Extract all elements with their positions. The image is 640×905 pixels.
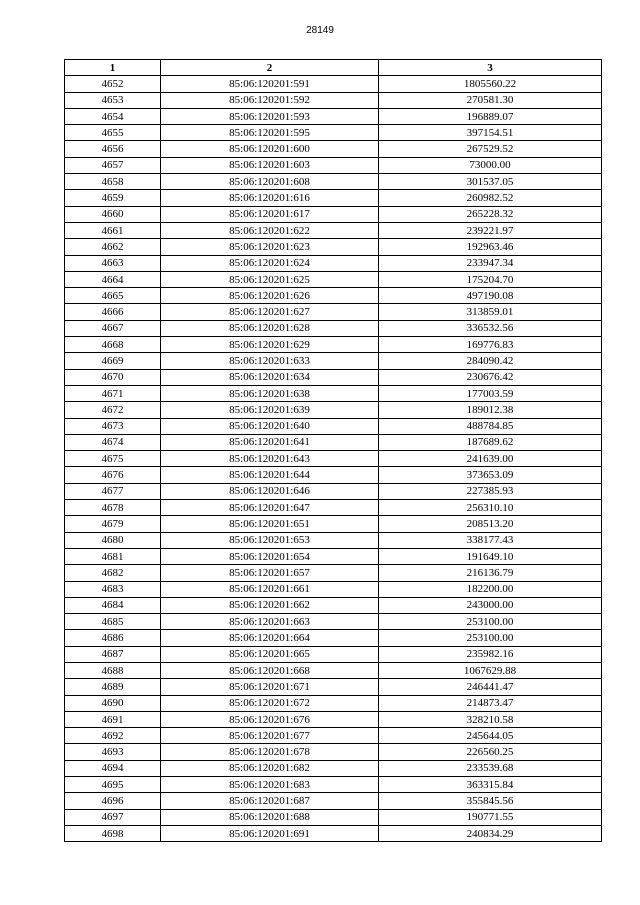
table-row bbox=[65, 711, 602, 727]
cadastral-number-cell: 85:06:120201:608 bbox=[161, 174, 379, 190]
cadastral-number-cell: 85:06:120201:663 bbox=[161, 614, 379, 630]
table-row bbox=[65, 141, 602, 157]
row-number-cell: 4698 bbox=[65, 825, 161, 841]
table-row bbox=[65, 190, 602, 206]
row-number-cell: 4653 bbox=[65, 92, 161, 108]
cadastral-number-cell: 85:06:120201:592 bbox=[161, 92, 379, 108]
cadastral-number-cell: 85:06:120201:683 bbox=[161, 777, 379, 793]
value-cell: 227385.93 bbox=[379, 483, 602, 499]
row-number-cell: 4671 bbox=[65, 385, 161, 401]
value-cell: 240834.29 bbox=[379, 825, 602, 841]
cadastral-number-cell: 85:06:120201:687 bbox=[161, 793, 379, 809]
table-row bbox=[65, 565, 602, 581]
cadastral-number-cell: 85:06:120201:629 bbox=[161, 337, 379, 353]
value-cell: 328210.58 bbox=[379, 711, 602, 727]
row-number-cell: 4654 bbox=[65, 108, 161, 124]
cadastral-number-cell: 85:06:120201:665 bbox=[161, 646, 379, 662]
value-cell: 253100.00 bbox=[379, 614, 602, 630]
value-cell: 355845.56 bbox=[379, 793, 602, 809]
row-number-cell: 4676 bbox=[65, 467, 161, 483]
row-number-cell: 4660 bbox=[65, 206, 161, 222]
value-cell: 270581.30 bbox=[379, 92, 602, 108]
table-row bbox=[65, 320, 602, 336]
table-row bbox=[65, 174, 602, 190]
row-number-cell: 4686 bbox=[65, 630, 161, 646]
row-number-cell: 4685 bbox=[65, 614, 161, 630]
table-row bbox=[65, 157, 602, 173]
cadastral-number-cell: 85:06:120201:664 bbox=[161, 630, 379, 646]
row-number-cell: 4665 bbox=[65, 288, 161, 304]
row-number-cell: 4673 bbox=[65, 418, 161, 434]
cadastral-number-cell: 85:06:120201:662 bbox=[161, 597, 379, 613]
table-row bbox=[65, 385, 602, 401]
table-body bbox=[65, 76, 602, 842]
table-row bbox=[65, 255, 602, 271]
table-row bbox=[65, 108, 602, 124]
value-cell: 190771.55 bbox=[379, 809, 602, 825]
value-cell: 260982.52 bbox=[379, 190, 602, 206]
row-number-cell: 4670 bbox=[65, 369, 161, 385]
value-cell: 265228.32 bbox=[379, 206, 602, 222]
table-row bbox=[65, 271, 602, 287]
cadastral-number-cell: 85:06:120201:677 bbox=[161, 728, 379, 744]
value-cell: 233947.34 bbox=[379, 255, 602, 271]
value-cell: 235982.16 bbox=[379, 646, 602, 662]
value-cell: 256310.10 bbox=[379, 500, 602, 516]
row-number-cell: 4675 bbox=[65, 451, 161, 467]
cadastral-number-cell: 85:06:120201:668 bbox=[161, 662, 379, 678]
table-row bbox=[65, 451, 602, 467]
table-row bbox=[65, 125, 602, 141]
value-cell: 216136.79 bbox=[379, 565, 602, 581]
table-header-row bbox=[65, 60, 602, 76]
table-row bbox=[65, 76, 602, 92]
cadastral-number-cell: 85:06:120201:595 bbox=[161, 125, 379, 141]
value-cell: 497190.08 bbox=[379, 288, 602, 304]
table-row bbox=[65, 500, 602, 516]
cadastral-number-cell: 85:06:120201:676 bbox=[161, 711, 379, 727]
cadastral-number-cell: 85:06:120201:593 bbox=[161, 108, 379, 124]
value-cell: 73000.00 bbox=[379, 157, 602, 173]
value-cell: 189012.38 bbox=[379, 402, 602, 418]
value-cell: 241639.00 bbox=[379, 451, 602, 467]
row-number-cell: 4652 bbox=[65, 76, 161, 92]
row-number-cell: 4677 bbox=[65, 483, 161, 499]
value-cell: 284090.42 bbox=[379, 353, 602, 369]
cadastral-number-cell: 85:06:120201:647 bbox=[161, 500, 379, 516]
table-row bbox=[65, 288, 602, 304]
value-cell: 488784.85 bbox=[379, 418, 602, 434]
table-row bbox=[65, 467, 602, 483]
row-number-cell: 4697 bbox=[65, 809, 161, 825]
row-number-cell: 4681 bbox=[65, 548, 161, 564]
cadastral-number-cell: 85:06:120201:616 bbox=[161, 190, 379, 206]
value-cell: 363315.84 bbox=[379, 777, 602, 793]
row-number-cell: 4682 bbox=[65, 565, 161, 581]
value-cell: 313859.01 bbox=[379, 304, 602, 320]
cadastral-number-cell: 85:06:120201:633 bbox=[161, 353, 379, 369]
row-number-cell: 4657 bbox=[65, 157, 161, 173]
value-cell: 243000.00 bbox=[379, 597, 602, 613]
table-row bbox=[65, 418, 602, 434]
table-row bbox=[65, 222, 602, 238]
table-row bbox=[65, 92, 602, 108]
value-cell: 175204.70 bbox=[379, 271, 602, 287]
value-cell: 192963.46 bbox=[379, 239, 602, 255]
value-cell: 267529.52 bbox=[379, 141, 602, 157]
value-cell: 182200.00 bbox=[379, 581, 602, 597]
cadastral-number-cell: 85:06:120201:591 bbox=[161, 76, 379, 92]
row-number-cell: 4666 bbox=[65, 304, 161, 320]
table-row bbox=[65, 662, 602, 678]
value-cell: 226560.25 bbox=[379, 744, 602, 760]
cadastral-number-cell: 85:06:120201:625 bbox=[161, 271, 379, 287]
page-number: 28149 bbox=[306, 25, 334, 36]
table-row bbox=[65, 744, 602, 760]
cadastral-number-cell: 85:06:120201:661 bbox=[161, 581, 379, 597]
value-cell: 208513.20 bbox=[379, 516, 602, 532]
cadastral-number-cell: 85:06:120201:691 bbox=[161, 825, 379, 841]
column-header-3: 3 bbox=[379, 60, 602, 76]
cadastral-number-cell: 85:06:120201:624 bbox=[161, 255, 379, 271]
row-number-cell: 4680 bbox=[65, 532, 161, 548]
cadastral-number-cell: 85:06:120201:638 bbox=[161, 385, 379, 401]
table-row bbox=[65, 614, 602, 630]
cadastral-number-cell: 85:06:120201:678 bbox=[161, 744, 379, 760]
row-number-cell: 4690 bbox=[65, 695, 161, 711]
table-row bbox=[65, 728, 602, 744]
cadastral-number-cell: 85:06:120201:626 bbox=[161, 288, 379, 304]
value-cell: 336532.56 bbox=[379, 320, 602, 336]
row-number-cell: 4669 bbox=[65, 353, 161, 369]
row-number-cell: 4656 bbox=[65, 141, 161, 157]
table-row bbox=[65, 825, 602, 841]
column-header-1: 1 bbox=[65, 60, 161, 76]
row-number-cell: 4688 bbox=[65, 662, 161, 678]
value-cell: 187689.62 bbox=[379, 434, 602, 450]
row-number-cell: 4696 bbox=[65, 793, 161, 809]
table-row bbox=[65, 809, 602, 825]
table-row bbox=[65, 679, 602, 695]
cadastral-number-cell: 85:06:120201:644 bbox=[161, 467, 379, 483]
table-row bbox=[65, 597, 602, 613]
row-number-cell: 4693 bbox=[65, 744, 161, 760]
table-row bbox=[65, 402, 602, 418]
row-number-cell: 4691 bbox=[65, 711, 161, 727]
cadastral-number-cell: 85:06:120201:657 bbox=[161, 565, 379, 581]
value-cell: 301537.05 bbox=[379, 174, 602, 190]
value-cell: 196889.07 bbox=[379, 108, 602, 124]
value-cell: 177003.59 bbox=[379, 385, 602, 401]
table-row bbox=[65, 646, 602, 662]
row-number-cell: 4684 bbox=[65, 597, 161, 613]
row-number-cell: 4664 bbox=[65, 271, 161, 287]
row-number-cell: 4678 bbox=[65, 500, 161, 516]
row-number-cell: 4658 bbox=[65, 174, 161, 190]
cadastral-number-cell: 85:06:120201:617 bbox=[161, 206, 379, 222]
value-cell: 373653.09 bbox=[379, 467, 602, 483]
cadastral-number-cell: 85:06:120201:623 bbox=[161, 239, 379, 255]
cadastral-number-cell: 85:06:120201:654 bbox=[161, 548, 379, 564]
table-row bbox=[65, 548, 602, 564]
value-cell: 230676.42 bbox=[379, 369, 602, 385]
row-number-cell: 4689 bbox=[65, 679, 161, 695]
row-number-cell: 4655 bbox=[65, 125, 161, 141]
row-number-cell: 4694 bbox=[65, 760, 161, 776]
row-number-cell: 4683 bbox=[65, 581, 161, 597]
cadastral-number-cell: 85:06:120201:641 bbox=[161, 434, 379, 450]
row-number-cell: 4668 bbox=[65, 337, 161, 353]
column-header-2: 2 bbox=[161, 60, 379, 76]
row-number-cell: 4663 bbox=[65, 255, 161, 271]
cadastral-number-cell: 85:06:120201:639 bbox=[161, 402, 379, 418]
value-cell: 239221.97 bbox=[379, 222, 602, 238]
value-cell: 1067629.88 bbox=[379, 662, 602, 678]
cadastral-number-cell: 85:06:120201:634 bbox=[161, 369, 379, 385]
row-number-cell: 4672 bbox=[65, 402, 161, 418]
table-row bbox=[65, 516, 602, 532]
cadastral-number-cell: 85:06:120201:682 bbox=[161, 760, 379, 776]
cadastral-number-cell: 85:06:120201:643 bbox=[161, 451, 379, 467]
value-cell: 253100.00 bbox=[379, 630, 602, 646]
data-table bbox=[64, 59, 602, 842]
cadastral-number-cell: 85:06:120201:600 bbox=[161, 141, 379, 157]
table-row bbox=[65, 483, 602, 499]
table-row bbox=[65, 695, 602, 711]
row-number-cell: 4695 bbox=[65, 777, 161, 793]
cadastral-number-cell: 85:06:120201:603 bbox=[161, 157, 379, 173]
table-row bbox=[65, 777, 602, 793]
cadastral-number-cell: 85:06:120201:646 bbox=[161, 483, 379, 499]
row-number-cell: 4662 bbox=[65, 239, 161, 255]
cadastral-number-cell: 85:06:120201:672 bbox=[161, 695, 379, 711]
table-row bbox=[65, 630, 602, 646]
table-row bbox=[65, 239, 602, 255]
value-cell: 233539.68 bbox=[379, 760, 602, 776]
row-number-cell: 4661 bbox=[65, 222, 161, 238]
table-row bbox=[65, 206, 602, 222]
table-row bbox=[65, 304, 602, 320]
row-number-cell: 4659 bbox=[65, 190, 161, 206]
row-number-cell: 4667 bbox=[65, 320, 161, 336]
row-number-cell: 4692 bbox=[65, 728, 161, 744]
row-number-cell: 4679 bbox=[65, 516, 161, 532]
cadastral-number-cell: 85:06:120201:688 bbox=[161, 809, 379, 825]
value-cell: 1805560.22 bbox=[379, 76, 602, 92]
cadastral-number-cell: 85:06:120201:640 bbox=[161, 418, 379, 434]
table-row bbox=[65, 353, 602, 369]
cadastral-number-cell: 85:06:120201:671 bbox=[161, 679, 379, 695]
value-cell: 214873.47 bbox=[379, 695, 602, 711]
cadastral-number-cell: 85:06:120201:653 bbox=[161, 532, 379, 548]
value-cell: 191649.10 bbox=[379, 548, 602, 564]
value-cell: 338177.43 bbox=[379, 532, 602, 548]
table-row bbox=[65, 760, 602, 776]
value-cell: 397154.51 bbox=[379, 125, 602, 141]
table-row bbox=[65, 369, 602, 385]
value-cell: 169776.83 bbox=[379, 337, 602, 353]
table-row bbox=[65, 581, 602, 597]
value-cell: 245644.05 bbox=[379, 728, 602, 744]
cadastral-number-cell: 85:06:120201:651 bbox=[161, 516, 379, 532]
value-cell: 246441.47 bbox=[379, 679, 602, 695]
cadastral-number-cell: 85:06:120201:628 bbox=[161, 320, 379, 336]
row-number-cell: 4674 bbox=[65, 434, 161, 450]
table-row bbox=[65, 434, 602, 450]
table-row bbox=[65, 532, 602, 548]
cadastral-number-cell: 85:06:120201:622 bbox=[161, 222, 379, 238]
table-row bbox=[65, 337, 602, 353]
table-row bbox=[65, 793, 602, 809]
row-number-cell: 4687 bbox=[65, 646, 161, 662]
cadastral-number-cell: 85:06:120201:627 bbox=[161, 304, 379, 320]
